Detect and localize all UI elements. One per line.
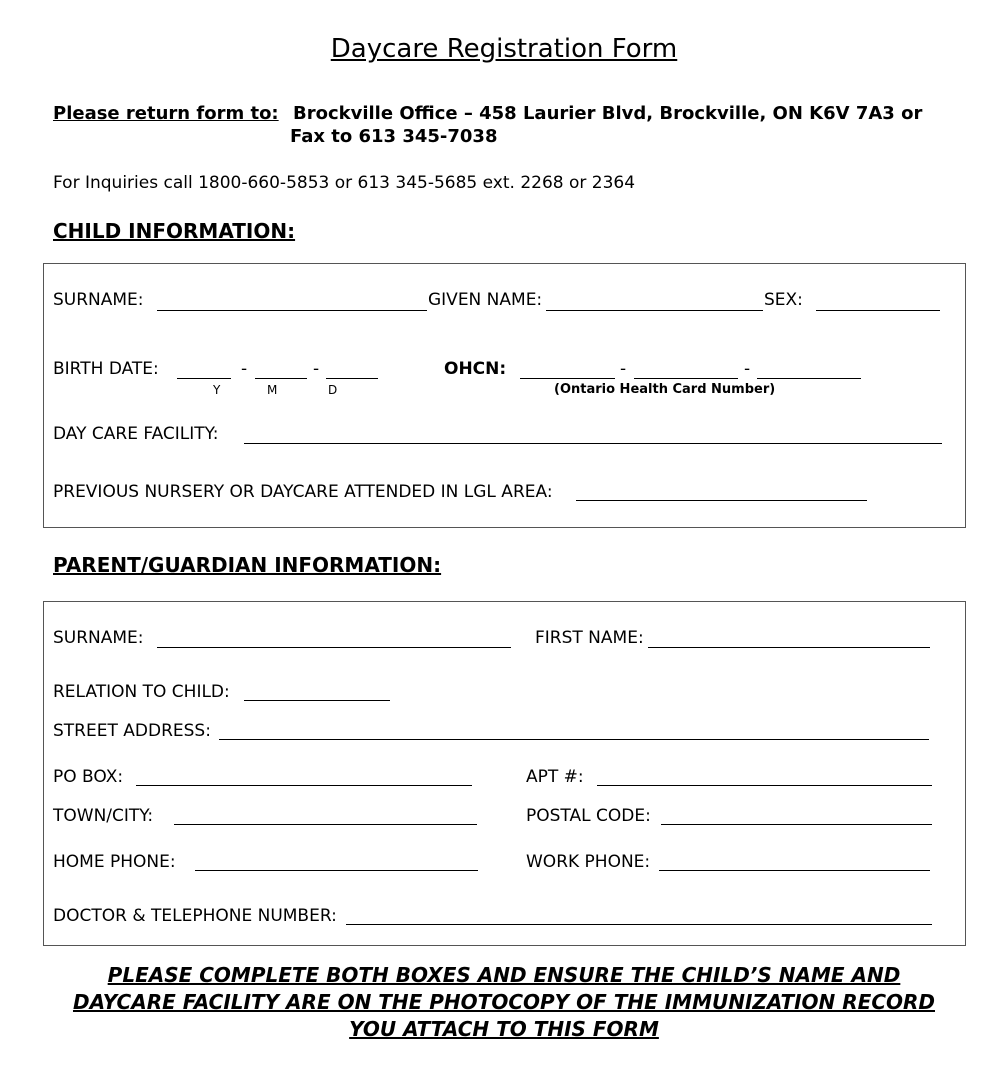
birth-date-label: BIRTH DATE: [53, 359, 159, 379]
relation-field[interactable] [244, 700, 390, 701]
work-phone-label: WORK PHONE: [526, 852, 651, 872]
ohcn-field-2[interactable] [634, 378, 738, 379]
postal-code-label: POSTAL CODE: [526, 806, 651, 826]
town-city-field[interactable] [174, 824, 477, 825]
child-sex-field[interactable] [816, 310, 940, 311]
facility-label: DAY CARE FACILITY: [53, 424, 219, 444]
return-fax: Fax to 613 345-7038 [290, 126, 498, 147]
apt-field[interactable] [597, 785, 932, 786]
year-hint: Y [213, 383, 221, 397]
town-city-label: TOWN/CITY: [53, 806, 154, 826]
parent-info-box [43, 601, 966, 946]
inquiries-text: For Inquiries call 1800-660-5853 or 613 345-5685 ext. 2268 or 2364 [53, 173, 636, 193]
home-phone-field[interactable] [195, 870, 478, 871]
notice-line-2: DAYCARE FACILITY ARE ON THE PHOTOCOPY OF THE IMMUNIZATION RECORD [72, 990, 935, 1014]
ohcn-label: OHCN: [444, 359, 507, 379]
child-surname-field[interactable] [157, 310, 427, 311]
parent-section-heading: PARENT/GUARDIAN INFORMATION: [53, 553, 442, 577]
return-label: Please return form to: [53, 103, 279, 124]
child-given-name-label: GIVEN NAME: [428, 290, 543, 310]
parent-surname-field[interactable] [157, 647, 511, 648]
doctor-phone-label: DOCTOR & TELEPHONE NUMBER: [53, 906, 337, 926]
page-title: Daycare Registration Form [330, 34, 678, 64]
child-section-heading: CHILD INFORMATION: [53, 219, 296, 243]
postal-code-field[interactable] [661, 824, 932, 825]
previous-daycare-field[interactable] [576, 500, 867, 501]
parent-surname-label: SURNAME: [53, 628, 144, 648]
day-hint: D [328, 383, 338, 397]
birth-year-field[interactable] [177, 378, 231, 379]
po-box-field[interactable] [136, 785, 472, 786]
home-phone-label: HOME PHONE: [53, 852, 176, 872]
doctor-phone-field[interactable] [346, 924, 932, 925]
po-box-label: PO BOX: [53, 767, 124, 787]
ohcn-field-3[interactable] [757, 378, 861, 379]
street-address-field[interactable] [219, 739, 929, 740]
notice-line-1: PLEASE COMPLETE BOTH BOXES AND ENSURE THE CHILD’S NAME AND [107, 963, 901, 987]
notice-line-3: YOU ATTACH TO THIS FORM [349, 1017, 659, 1041]
parent-first-name-field[interactable] [648, 647, 930, 648]
parent-first-name-label: FIRST NAME: [535, 628, 644, 648]
birth-date-dash-2: - [313, 359, 320, 379]
birth-day-field[interactable] [326, 378, 378, 379]
ohcn-field-1[interactable] [520, 378, 615, 379]
notice-text [0, 962, 1008, 1043]
child-sex-label: SEX: [764, 290, 803, 310]
return-address: Brockville Office – 458 Laurier Blvd, Brockville, ON K6V 7A3 or [293, 103, 923, 124]
relation-label: RELATION TO CHILD: [53, 682, 230, 702]
previous-daycare-label: PREVIOUS NURSERY OR DAYCARE ATTENDED IN LGL AREA: [53, 482, 553, 502]
street-address-label: STREET ADDRESS: [53, 721, 211, 741]
month-hint: M [267, 383, 278, 397]
child-surname-label: SURNAME: [53, 290, 144, 310]
ohcn-note: (Ontario Health Card Number) [554, 382, 776, 397]
work-phone-field[interactable] [659, 870, 930, 871]
ohcn-dash-2: - [744, 359, 751, 379]
birth-month-field[interactable] [255, 378, 307, 379]
apt-label: APT #: [526, 767, 584, 787]
ohcn-dash-1: - [620, 359, 627, 379]
birth-date-dash-1: - [241, 359, 248, 379]
child-given-name-field[interactable] [546, 310, 763, 311]
facility-field[interactable] [244, 443, 942, 444]
